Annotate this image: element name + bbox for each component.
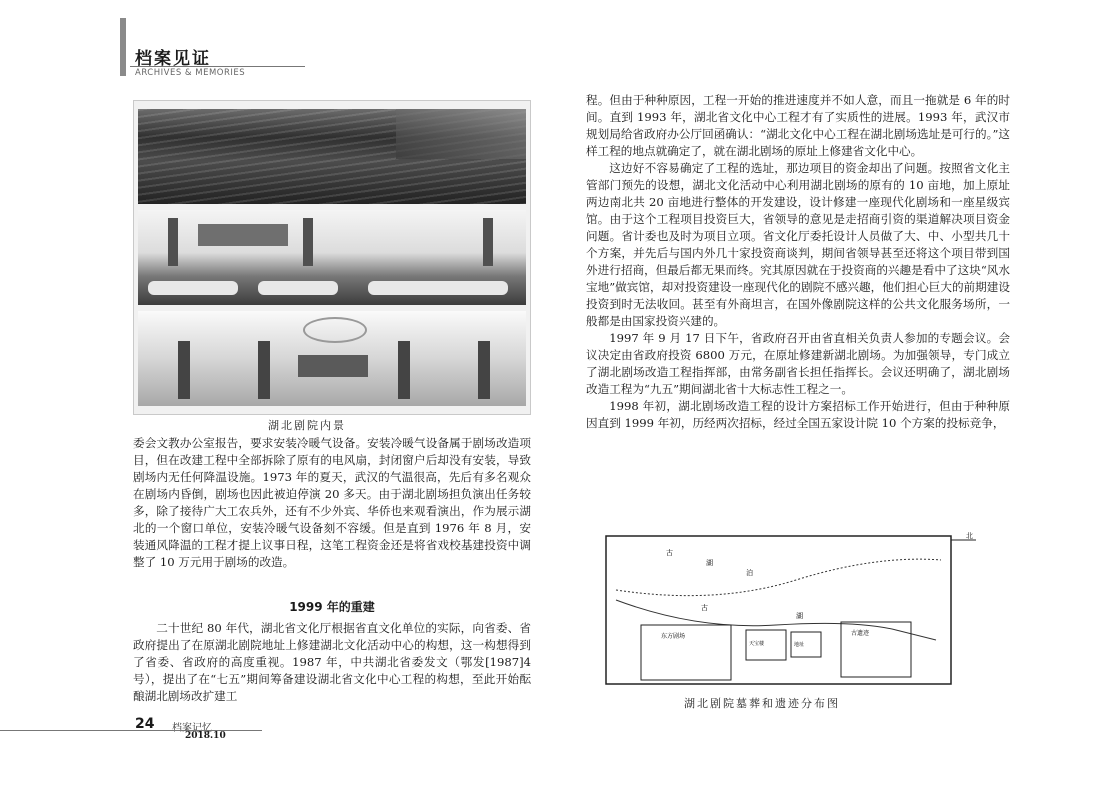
magazine-name: 档案记忆 [172, 723, 212, 734]
paragraph: 委会文教办公室报告，要求安装冷暖气设备。安装冷暖气设备属于剧场改造项目，但在改建工程中全部拆除了原有的电风扇，封闭窗户后却没有安装，导致剧场内无任何降温设施。1973 年的夏天，武汉的气温很高，先后有多名观众在剧场内昏倒，剧场也因此被迫停演 20 多天。由于湖北剧场担负演出任务较多，除了接待广大工农兵外，还有不少外宾、华侨也来观看演出，作为展示湖北的一个窗口单位，安装冷暖气设备刻不容缓。但是直到 1976 年 8 月，安装通风降温的工程才提上议事日程，这笔工程资金还是将省戏校基建投资中调整了 10 万元用于剧场的改造。 [133, 436, 531, 569]
map-label: 湖 [796, 612, 803, 620]
auditorium-photo [138, 109, 526, 204]
lounge-photo [138, 210, 526, 305]
paragraph: 程。但由于种种原因，工程一开始的推进速度并不如人意，而且一拖就是 6 年的时间。直到 1993 年，湖北省文化中心工程才有了实质性的进展。1993 年，武汉市规划局给省政府办公厅回函确认：“湖北文化中心工程在湖北剧场选址是可行的。”这样工程的地点就确定了，就在湖北剧场的原址上修建省文化中心。 [586, 93, 1010, 158]
map-label: 东方剧场 [661, 633, 686, 640]
photo-caption: 湖北剧院内景 [268, 419, 346, 432]
subheading: 1999 年的重建 [289, 600, 375, 614]
paragraph: 1997 年 9 月 17 日下午，省政府召开由省直相关负责人参加的专题会议。会议决定由省政府投资 6800 万元，在原址修建新湖北剧场。为加强领导，专门成立了湖北剧场改造工程指挥部，由常务副省长担任指挥长。会议还明确了，湖北剧场改造工程为“九五”期间湖北省十大标志性工程之一。 [586, 331, 1010, 396]
reception-hall-photo [138, 311, 526, 406]
map-label: 湖 [706, 559, 713, 567]
paragraph: 这边好不容易确定了工程的选址，那边项目的资金却出了问题。按照省文化主管部门预先的设想，湖北文化活动中心利用湖北剧场的原有的 10 亩地，加上原址两边南北共 20 亩地进行整体的开发建设，设计修建一座现代化剧场和一座星级宾馆。由于这个工程项目投资巨大，省领导的意见是走招商引资的渠道解决项目资金问题。省计委也及时为项目立项。省文化厅委托设计人员做了大、中、小型共几十个方案，并先后与国内外几十家投资商谈判，期间省领导甚至还将这个项目带到国外进行招商，但最后都无果而终。究其原因就在于投资商的兴趣是看中了这块“风水宝地”做宾馆，却对投资建设一座现代化的剧院不感兴趣，他们担心巨大的前期建设投资到时无法收回。甚至有外商坦言，在国外像剧院这样的公共文化服务场所，一般都是由国家投资兴建的。 [586, 161, 1010, 328]
right-column-text [586, 92, 1010, 432]
header-accent-bar [120, 18, 126, 76]
map-label: 北 [966, 532, 973, 540]
photo-block [133, 100, 531, 415]
header-rule [130, 66, 305, 67]
map-label: 古 [666, 549, 673, 557]
map-label: 泊 [746, 569, 753, 577]
map-label: 天宝楼 [749, 641, 765, 647]
section-subtitle: ARCHIVES & MEMORIES [135, 68, 246, 78]
page-number: 24 [135, 716, 155, 732]
paragraph: 1998 年初，湖北剧场改造工程的设计方案招标工作开始进行，但由于种种原因直到 1999 年初，历经两次招标，经过全国五家设计院 10 个方案的投标竞争， [586, 399, 1010, 430]
map-label: 古 [701, 604, 708, 612]
map-caption: 湖北剧院墓葬和遗迹分布图 [684, 697, 840, 710]
paragraph: 二十世纪 80 年代，湖北省文化厅根据省直文化单位的实际，向省委、省政府提出了在原湖北剧院地址上修建湖北文化活动中心的构想，这一构想得到了省委、省政府的高度重视。1987 年，中共湖北省委发文（鄂发[1987]4 号），提出了在“七五”期间筹备建设湖北省文化中心工程的构想，至此开始酝酿湖北剧场改扩建工 [133, 621, 531, 703]
issue-date: 2018.10 [185, 731, 226, 741]
left-column-text [133, 435, 531, 571]
section-title: 档案见证 [135, 49, 211, 69]
map-label: 古遗迹 [851, 630, 870, 637]
site-map [596, 530, 976, 690]
left-column-text-2 [133, 620, 531, 705]
map-label: 地址 [794, 642, 805, 648]
